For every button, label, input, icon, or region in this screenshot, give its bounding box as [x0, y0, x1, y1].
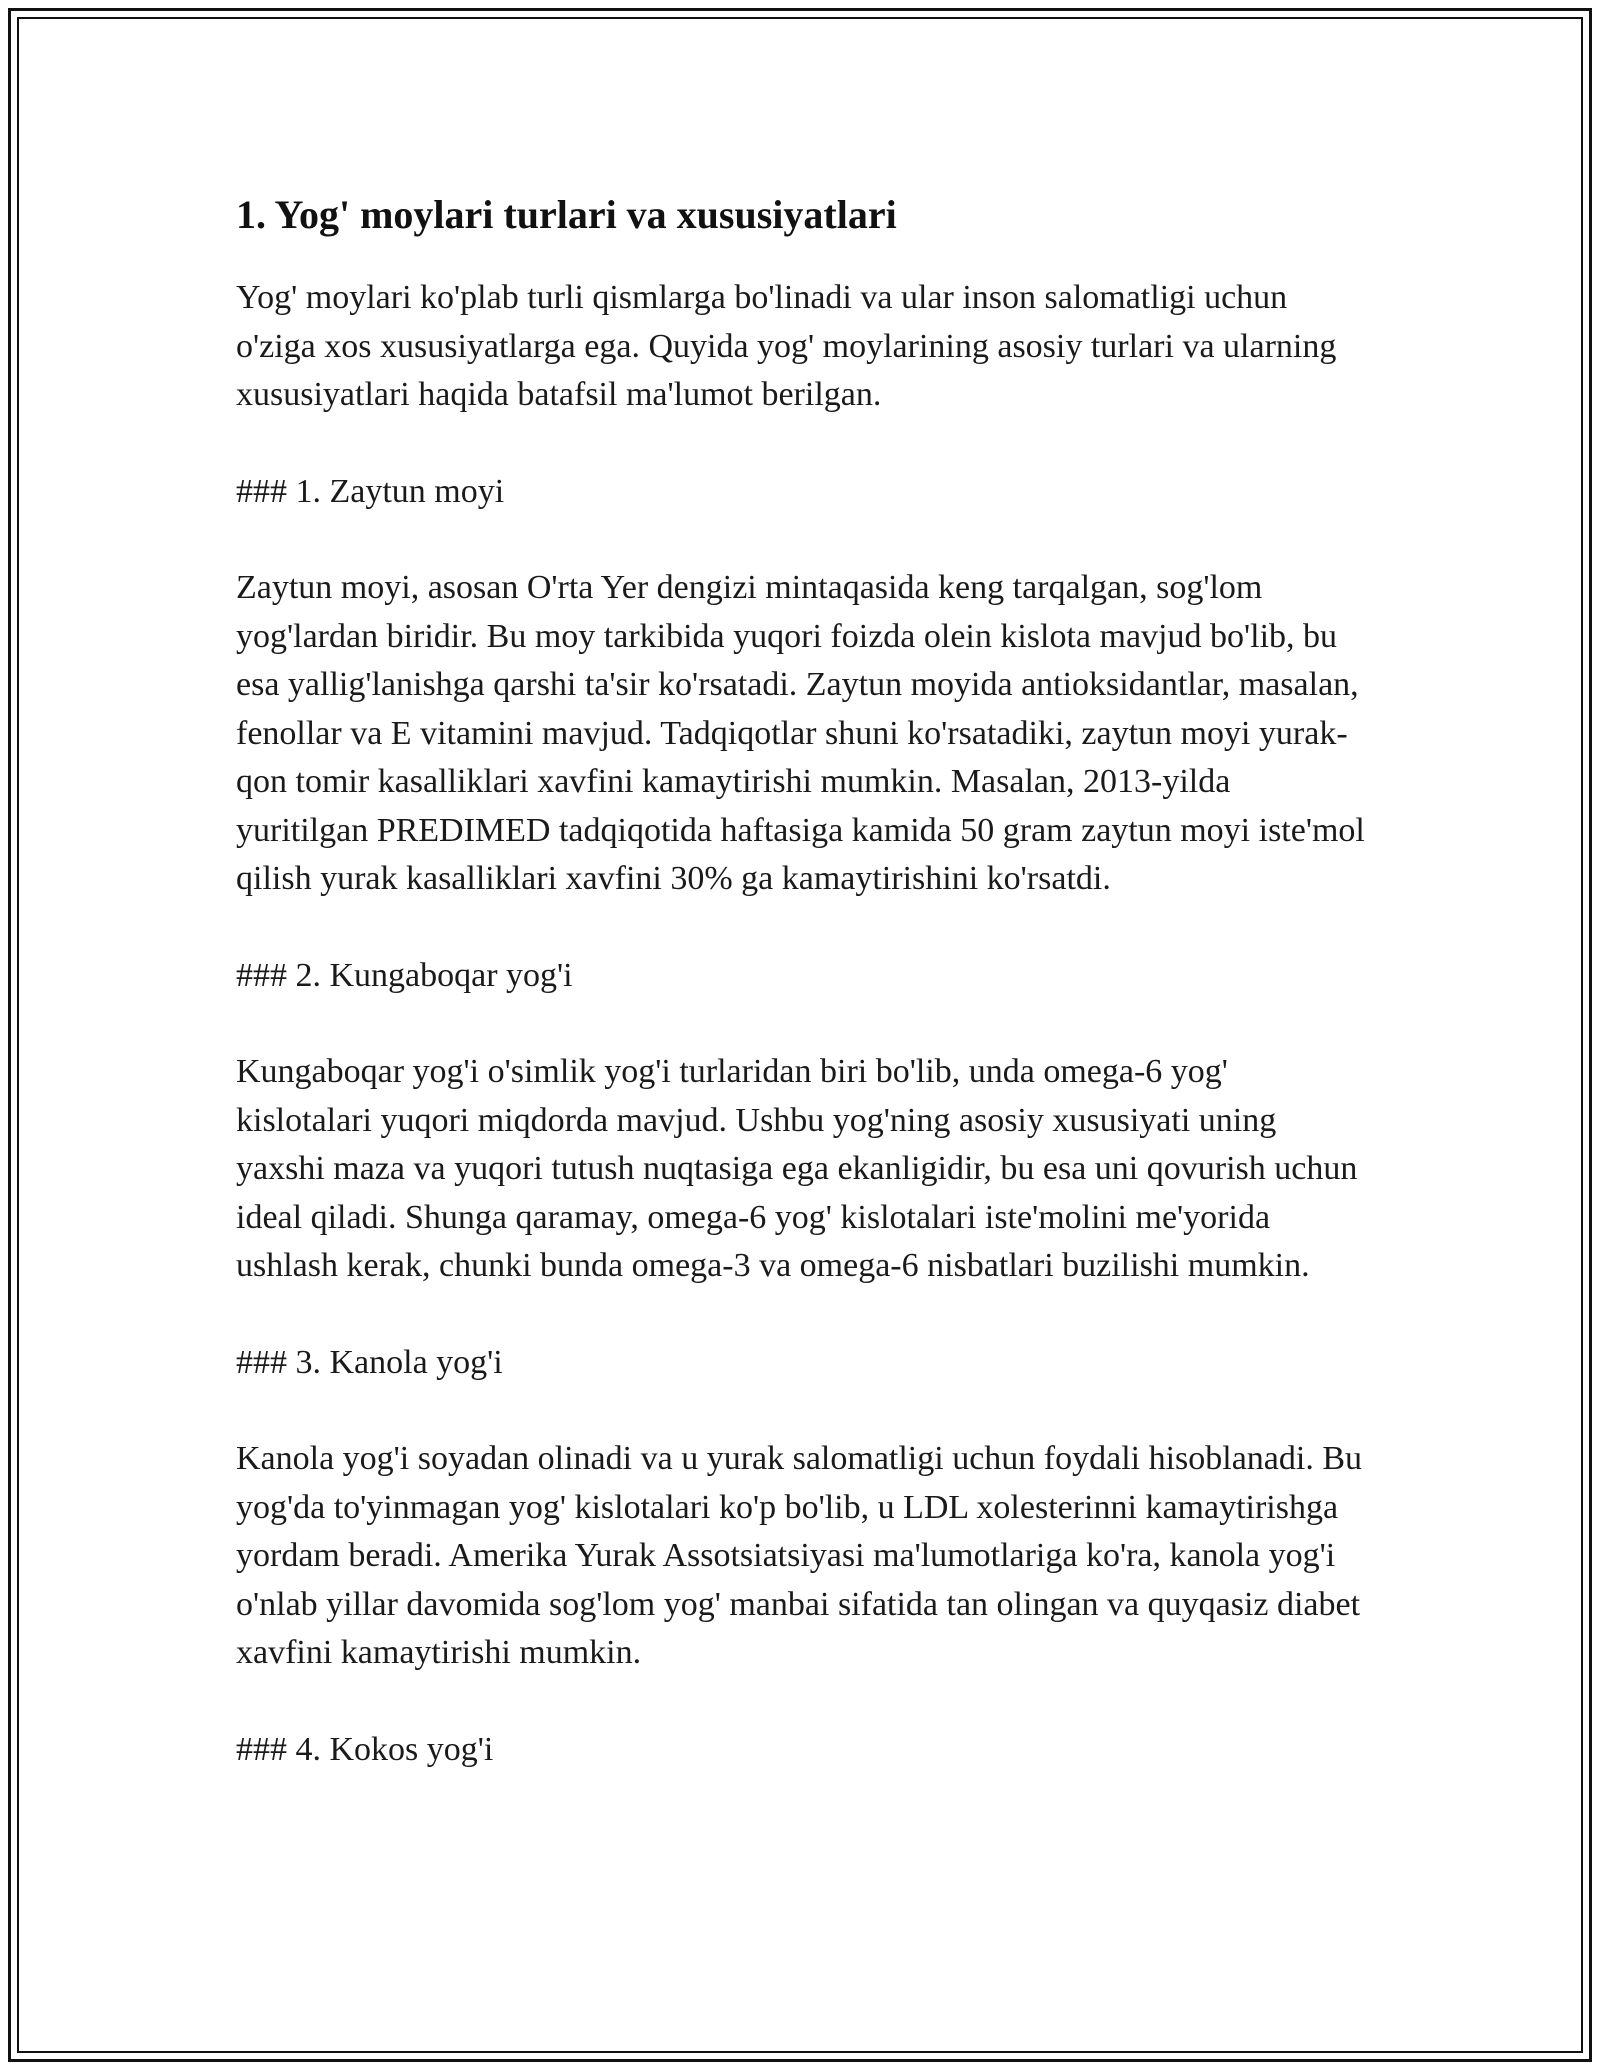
section-heading-kungaboqar-yogi: ### 2. Kungaboqar yog'i	[236, 956, 573, 994]
section-body-zaytun-moyi: Zaytun moyi, asosan O'rta Yer dengizi mintaqasida keng tarqalgan, sog'lom yog'lardan biridir. Bu moy tarkibida yuqori foizda olein kislota mavjud bo'lib, bu esa yallig'lanishga qarshi ta'sir ko'rsatadi. Zaytun moyida antioksidantlar, masalan, fenollar va E vitamini mavjud. Tadqiqotlar shuni ko'rsatadiki, zaytun moyi yurak-qon tomir kasalliklari xavfini kamaytirishi mumkin. Masalan, 2013-yilda yuritilgan PREDIMED tadqiqotida haftasiga kamida 50 gram zaytun moyi iste'mol qilish yurak kasalliklari xavfini 30% ga kamaytirishini ko'rsatdi.	[236, 569, 1365, 897]
section-heading-kanola-yogi: ### 3. Kanola yog'i	[236, 1343, 503, 1381]
section-heading-zaytun-moyi: ### 1. Zaytun moyi	[236, 472, 505, 510]
section-body-kungaboqar-yogi: Kungaboqar yog'i o'simlik yog'i turlaridan biri bo'lib, unda omega-6 yog' kislotalari yuqori miqdorda mavjud. Ushbu yog'ning asosiy xususiyati uning yaxshi maza va yuqori tutush nuqtasiga ega ekanligidir, bu esa uni qovurish uchun ideal qiladi. Shunga qaramay, omega-6 yog' kislotalari iste'molini me'yorida ushlash kerak, chunki bunda omega-3 va omega-6 nisbatlari buzilishi mumkin.	[236, 1053, 1358, 1284]
document-content	[236, 186, 1366, 1822]
section-heading-kokos-yogi: ### 4. Kokos yog'i	[236, 1730, 494, 1768]
intro-paragraph: Yog' moylari ko'plab turli qismlarga bo'linadi va ular inson salomatligi uchun o'ziga xos xususiyatlarga ega. Quyida yog' moylarining asosiy turlari va ularning xususiyatlari haqida batafsil ma'lumot berilgan.	[236, 279, 1337, 413]
section-body-kanola-yogi: Kanola yog'i soyadan olinadi va u yurak salomatligi uchun foydali hisoblanadi. Bu yog'da to'yinmagan yog' kislotalari ko'p bo'lib, u LDL xolesterinni kamaytirishga yordam beradi. Amerika Yurak Assotsiatsiyasi ma'lumotlariga ko'ra, kanola yog'i o'nlab yillar davomida sog'lom yog' manbai sifatida tan olingan va quyqasiz diabet xavfini kamaytirishi mumkin.	[236, 1440, 1363, 1671]
document-title: 1. Yog' moylari turlari va xususiyatlari	[236, 192, 897, 237]
